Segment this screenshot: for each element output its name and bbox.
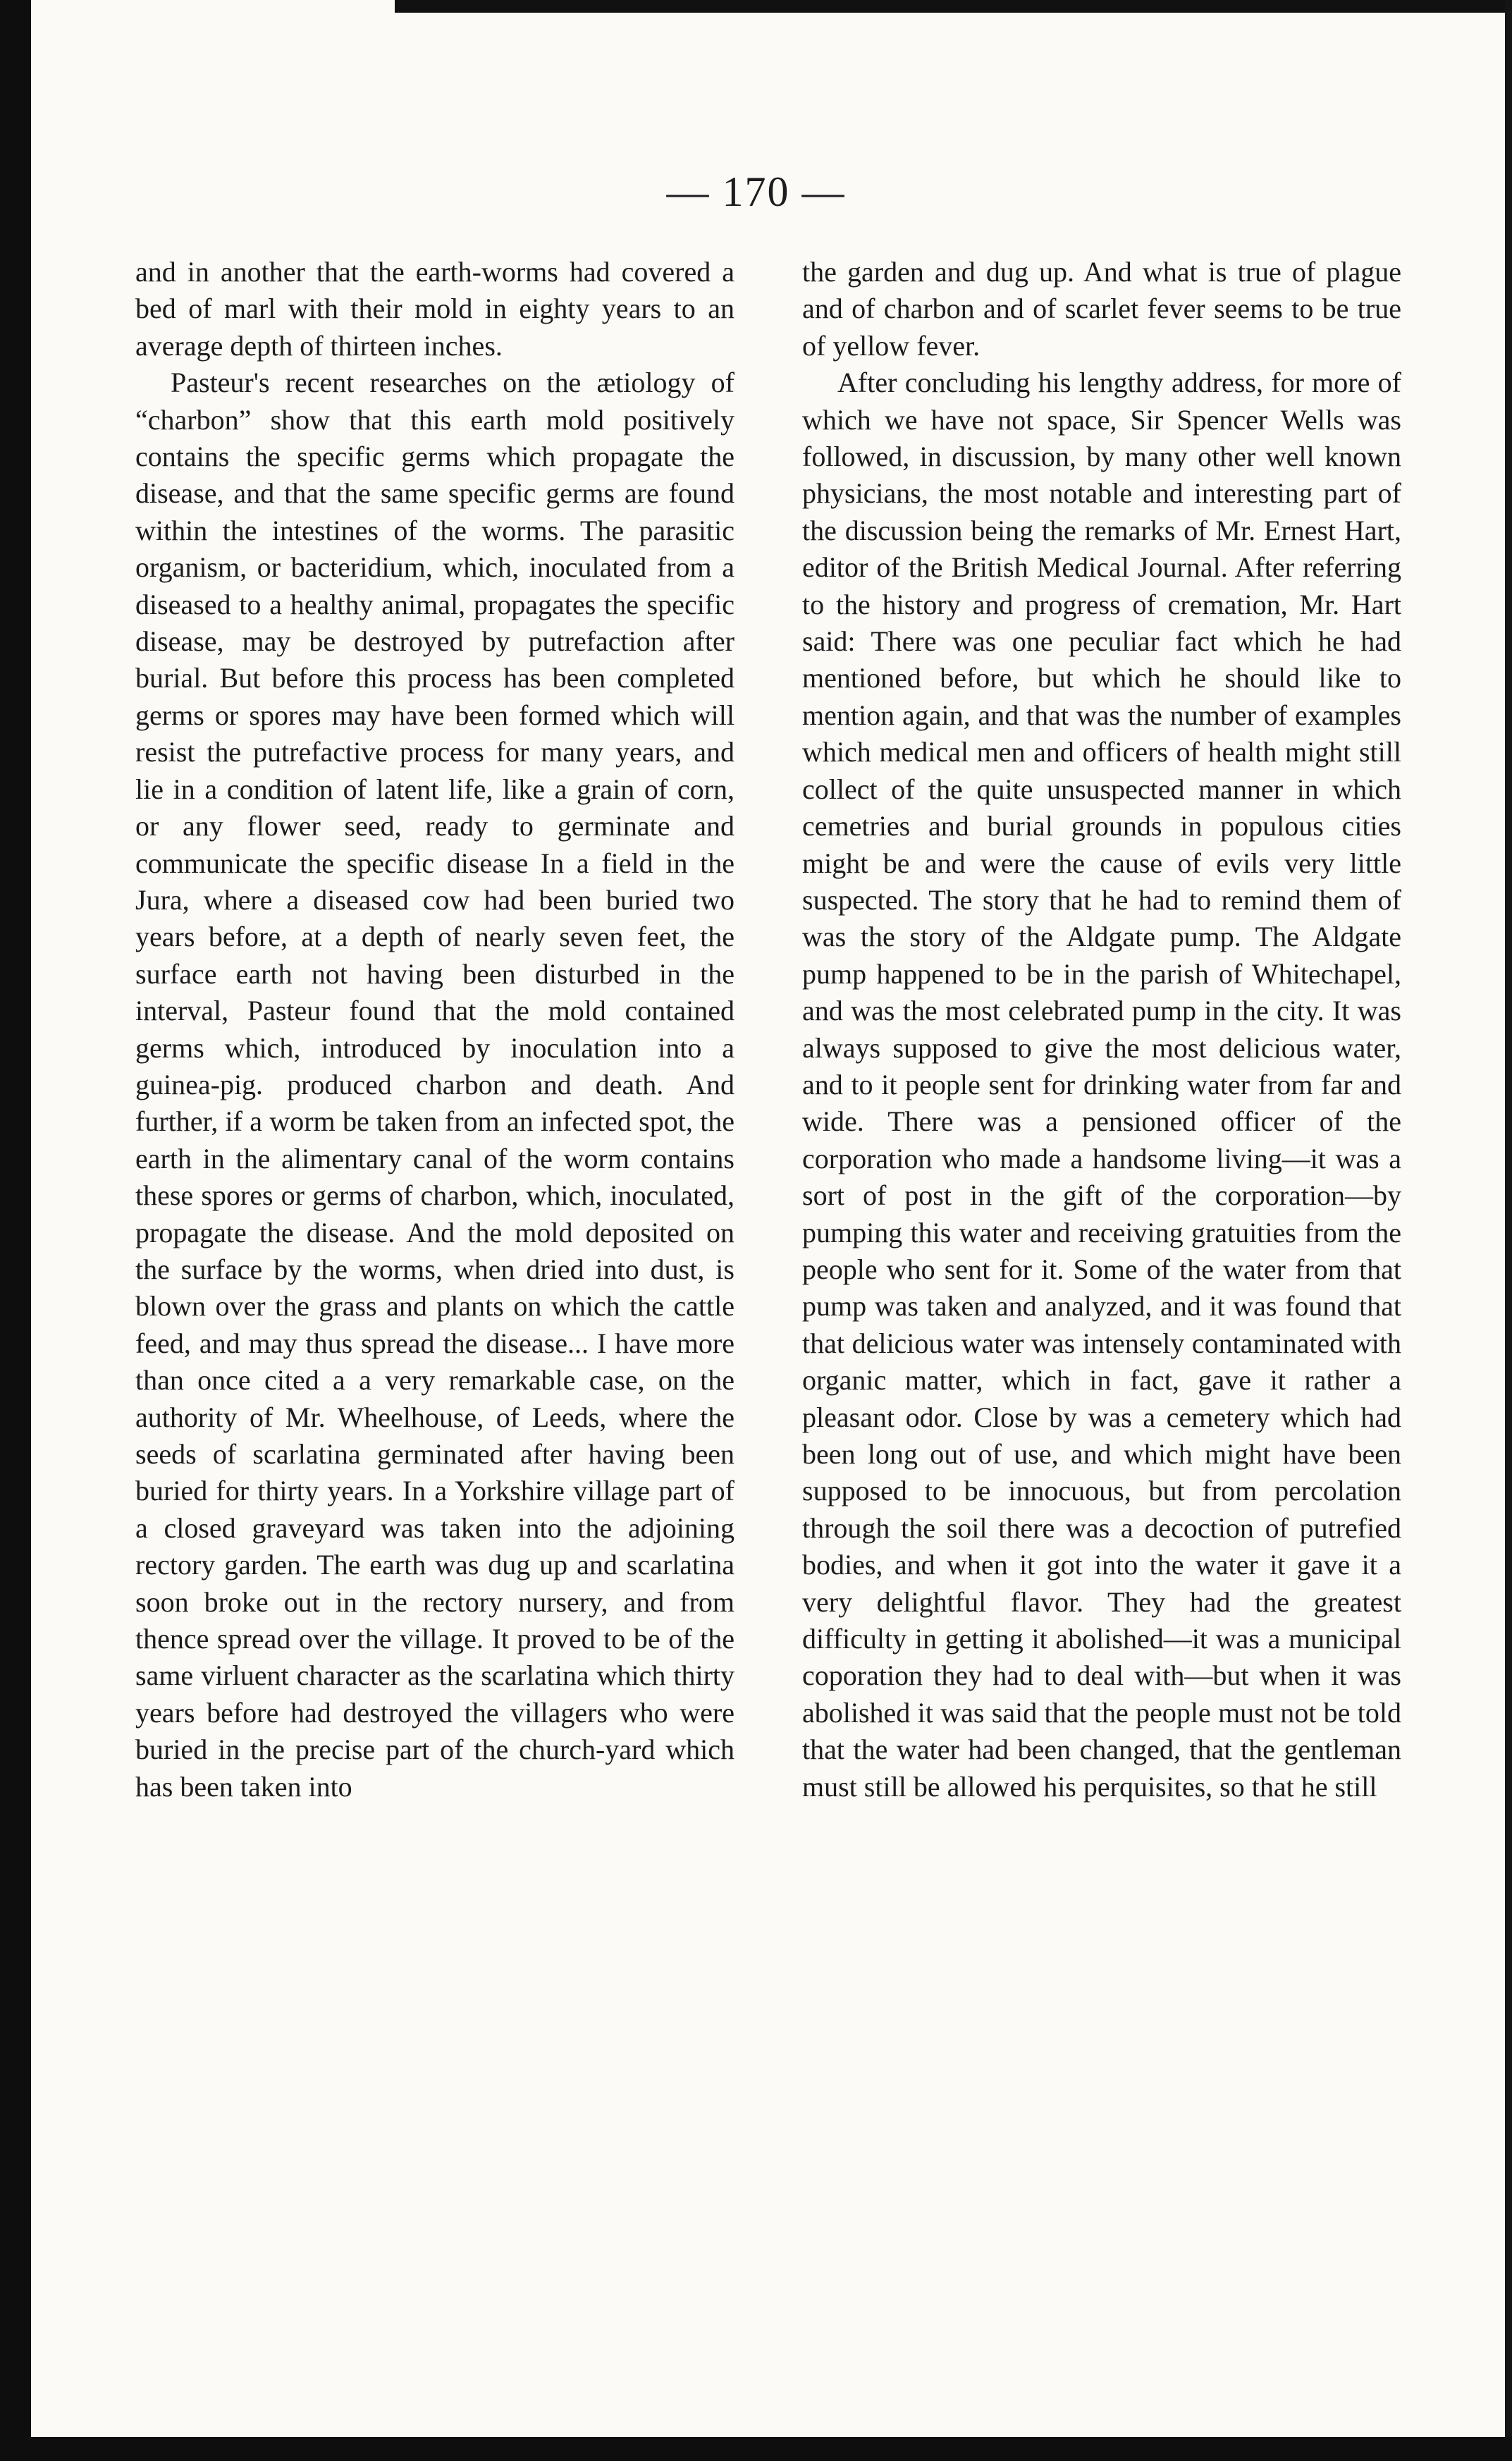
scan-edge-left (0, 0, 31, 2461)
left-column (135, 254, 735, 1805)
page-number: — 170 — (666, 168, 846, 215)
scan-edge-right (1505, 0, 1512, 2461)
scan-edge-top (395, 0, 1512, 13)
scan-edge-bottom (31, 2437, 1512, 2461)
left-paragraph-1: and in another that the earth-worms had covered a bed of marl with their mold in eighty years to an average depth of thirteen inches. (135, 256, 735, 362)
right-paragraph-2: After concluding his lengthy address, for more of which we have not space, Sir Spencer Wells was followed, in discussion, by many other well known physicians, the most notable and interesting part of the discussion being the remarks of Mr. Ernest Hart, editor of the British Medical Journal. After referring to the history and progress of cremation, Mr. Hart said: There was one peculiar fact which he had mentioned before, but which he should like to mention again, and that was the number of examples which medical men and officers of health might still collect of the quite unsuspected manner in which cemetries and burial grounds in populous cities might be and were the cause of evils very little suspected. The story that he had to remind them of was the story of the Aldgate pump. The Aldgate pump happened to be in the parish of Whitechapel, and was the most celebrated pump in the city. It was always supposed to give the most delicious water, and to it people sent for drinking water from far and wide. There was a pensioned officer of the corporation who made a handsome living—it was a sort of post in the gift of the corporation—by pumping this water and receiving gratuities from the people who sent for it. Some of the water from that pump was taken and analyzed, and it was found that that delicious water was intensely contaminated with organic matter, which in fact, gave it rather a pleasant odor. Close by was a cemetery which had been long out of use, and which might have been supposed to be innocuous, but from percolation through the soil there was a decoction of putrefied bodies, and when it got into the water it gave it a very delightful flavor. They had the greatest difficulty in getting it abolished—it was a municipal coporation they had to deal with—but when it was abolished it was said that the people must not be told that the water had been changed, that the gentleman must still be allowed his perquisites, so that he still (802, 367, 1401, 1803)
right-column (802, 254, 1401, 1805)
right-paragraph-1: the garden and dug up. And what is true of plague and of charbon and of scarlet fever seems to be true of yellow fever. (802, 256, 1401, 362)
left-paragraph-2: Pasteur's recent researches on the ætiology of “charbon” show that this earth mold positively contains the specific germs which propagate the disease, and that the same specific germs are found within the intestines of the worms. The parasitic organism, or bacteridium, which, inoculated from a diseased to a healthy animal, propagates the specific disease, may be destroyed by putrefaction after burial. But before this process has been completed germs or spores may have been formed which will resist the putrefactive process for many years, and lie in a condition of latent life, like a grain of corn, or any flower seed, ready to germinate and communicate the specific disease In a field in the Jura, where a diseased cow had been buried two years before, at a depth of nearly seven feet, the surface earth not having been disturbed in the interval, Pasteur found that the mold contained germs which, introduced by inoculation into a guinea-pig. produced charbon and death. And further, if a worm be taken from an infected spot, the earth in the alimentary canal of the worm contains these spores or germs of charbon, which, inoculated, propagate the disease. And the mold deposited on the surface by the worms, when dried into dust, is blown over the grass and plants on which the cattle feed, and may thus spread the disease... I have more than once cited a a very remarkable case, on the authority of Mr. Wheelhouse, of Leeds, where the seeds of scarlatina germinated after having been buried for thirty years. In a Yorkshire village part of a closed graveyard was taken into the adjoining rectory garden. The earth was dug up and scarlatina soon broke out in the rectory nursery, and from thence spread over the village. It proved to be of the same virluent character as the scarlatina which thirty years before had destroyed the villagers who were buried in the precise part of the church-yard which has been taken into (135, 367, 735, 1803)
